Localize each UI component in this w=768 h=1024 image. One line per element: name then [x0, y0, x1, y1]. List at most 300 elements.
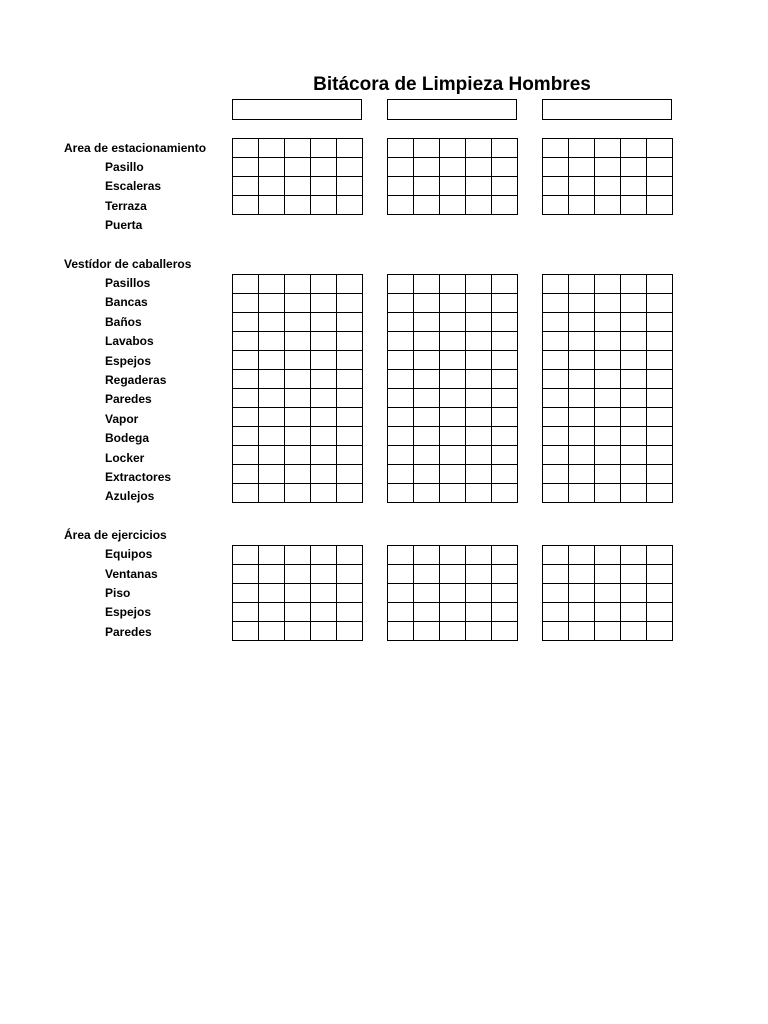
checkbox-cell[interactable] [414, 370, 439, 388]
checkbox-cell[interactable] [647, 408, 672, 426]
checkbox-cell[interactable] [595, 158, 620, 176]
checkbox-cell[interactable] [337, 603, 362, 621]
checkbox-cell[interactable] [569, 139, 594, 157]
checkbox-cell[interactable] [569, 584, 594, 602]
checkbox-cell[interactable] [492, 370, 517, 388]
checkbox-cell[interactable] [543, 370, 568, 388]
checkbox-cell[interactable] [414, 351, 439, 369]
checkbox-cell[interactable] [595, 196, 620, 214]
checkbox-cell[interactable] [543, 408, 568, 426]
checkbox-cell[interactable] [337, 427, 362, 445]
checkbox-cell[interactable] [285, 294, 310, 312]
checkbox-cell[interactable] [466, 484, 491, 502]
checkbox-cell[interactable] [466, 275, 491, 293]
checkbox-cell[interactable] [388, 465, 413, 483]
checkbox-cell[interactable] [466, 177, 491, 195]
checkbox-cell[interactable] [466, 332, 491, 350]
checkbox-cell[interactable] [647, 294, 672, 312]
checkbox-cell[interactable] [595, 177, 620, 195]
checkbox-cell[interactable] [492, 427, 517, 445]
checkbox-cell[interactable] [388, 313, 413, 331]
checkbox-cell[interactable] [285, 389, 310, 407]
checkbox-cell[interactable] [492, 332, 517, 350]
checkbox-cell[interactable] [595, 622, 620, 640]
checkbox-cell[interactable] [543, 446, 568, 464]
checkbox-cell[interactable] [414, 546, 439, 564]
checkbox-cell[interactable] [621, 603, 646, 621]
checkbox-cell[interactable] [311, 275, 336, 293]
checkbox-cell[interactable] [621, 546, 646, 564]
checkbox-cell[interactable] [388, 622, 413, 640]
checkbox-cell[interactable] [543, 389, 568, 407]
checkbox-cell[interactable] [337, 446, 362, 464]
checkbox-cell[interactable] [337, 196, 362, 214]
checkbox-cell[interactable] [647, 332, 672, 350]
checkbox-cell[interactable] [440, 196, 465, 214]
checkbox-cell[interactable] [621, 408, 646, 426]
checkbox-cell[interactable] [388, 332, 413, 350]
checkbox-cell[interactable] [337, 408, 362, 426]
checkbox-cell[interactable] [543, 332, 568, 350]
checkbox-cell[interactable] [285, 446, 310, 464]
checkbox-cell[interactable] [466, 546, 491, 564]
checkbox-cell[interactable] [569, 484, 594, 502]
checkbox-cell[interactable] [259, 351, 284, 369]
checkbox-cell[interactable] [647, 546, 672, 564]
checkbox-cell[interactable] [259, 313, 284, 331]
checkbox-cell[interactable] [285, 370, 310, 388]
checkbox-cell[interactable] [388, 370, 413, 388]
checkbox-cell[interactable] [569, 196, 594, 214]
checkbox-cell[interactable] [621, 584, 646, 602]
checkbox-cell[interactable] [440, 332, 465, 350]
checkbox-cell[interactable] [466, 351, 491, 369]
checkbox-cell[interactable] [647, 622, 672, 640]
checkbox-cell[interactable] [388, 408, 413, 426]
checkbox-cell[interactable] [595, 275, 620, 293]
checkbox-cell[interactable] [492, 622, 517, 640]
checkbox-cell[interactable] [285, 465, 310, 483]
checkbox-cell[interactable] [259, 484, 284, 502]
checkbox-cell[interactable] [569, 546, 594, 564]
checkbox-cell[interactable] [388, 294, 413, 312]
checkbox-cell[interactable] [647, 389, 672, 407]
checkbox-cell[interactable] [647, 351, 672, 369]
checkbox-cell[interactable] [388, 389, 413, 407]
checkbox-cell[interactable] [466, 139, 491, 157]
checkbox-cell[interactable] [647, 196, 672, 214]
checkbox-cell[interactable] [233, 313, 258, 331]
checkbox-cell[interactable] [259, 603, 284, 621]
checkbox-cell[interactable] [569, 177, 594, 195]
checkbox-cell[interactable] [259, 332, 284, 350]
checkbox-cell[interactable] [543, 158, 568, 176]
checkbox-cell[interactable] [647, 584, 672, 602]
checkbox-cell[interactable] [621, 484, 646, 502]
checkbox-cell[interactable] [337, 622, 362, 640]
checkbox-cell[interactable] [259, 158, 284, 176]
checkbox-cell[interactable] [543, 465, 568, 483]
checkbox-cell[interactable] [414, 177, 439, 195]
checkbox-cell[interactable] [621, 294, 646, 312]
checkbox-cell[interactable] [595, 408, 620, 426]
checkbox-cell[interactable] [311, 465, 336, 483]
checkbox-cell[interactable] [543, 603, 568, 621]
checkbox-cell[interactable] [337, 389, 362, 407]
checkbox-cell[interactable] [492, 603, 517, 621]
checkbox-cell[interactable] [543, 313, 568, 331]
checkbox-cell[interactable] [337, 565, 362, 583]
checkbox-cell[interactable] [492, 465, 517, 483]
checkbox-cell[interactable] [466, 408, 491, 426]
checkbox-cell[interactable] [440, 584, 465, 602]
checkbox-cell[interactable] [311, 622, 336, 640]
checkbox-cell[interactable] [621, 351, 646, 369]
checkbox-cell[interactable] [337, 370, 362, 388]
checkbox-cell[interactable] [595, 389, 620, 407]
checkbox-cell[interactable] [259, 465, 284, 483]
checkbox-cell[interactable] [414, 465, 439, 483]
checkbox-cell[interactable] [647, 565, 672, 583]
checkbox-cell[interactable] [647, 275, 672, 293]
checkbox-cell[interactable] [233, 446, 258, 464]
checkbox-cell[interactable] [647, 484, 672, 502]
checkbox-cell[interactable] [285, 427, 310, 445]
checkbox-cell[interactable] [285, 484, 310, 502]
checkbox-cell[interactable] [233, 370, 258, 388]
checkbox-cell[interactable] [466, 584, 491, 602]
checkbox-cell[interactable] [337, 313, 362, 331]
checkbox-cell[interactable] [466, 465, 491, 483]
checkbox-cell[interactable] [388, 275, 413, 293]
checkbox-cell[interactable] [414, 565, 439, 583]
checkbox-cell[interactable] [569, 622, 594, 640]
checkbox-cell[interactable] [440, 275, 465, 293]
checkbox-cell[interactable] [543, 139, 568, 157]
checkbox-cell[interactable] [647, 427, 672, 445]
checkbox-cell[interactable] [311, 294, 336, 312]
checkbox-cell[interactable] [466, 196, 491, 214]
checkbox-cell[interactable] [259, 389, 284, 407]
checkbox-cell[interactable] [311, 427, 336, 445]
checkbox-cell[interactable] [440, 139, 465, 157]
checkbox-cell[interactable] [233, 158, 258, 176]
checkbox-cell[interactable] [414, 427, 439, 445]
checkbox-cell[interactable] [311, 332, 336, 350]
checkbox-cell[interactable] [388, 565, 413, 583]
checkbox-cell[interactable] [233, 332, 258, 350]
checkbox-cell[interactable] [440, 158, 465, 176]
checkbox-cell[interactable] [569, 389, 594, 407]
checkbox-cell[interactable] [259, 177, 284, 195]
checkbox-cell[interactable] [595, 351, 620, 369]
checkbox-cell[interactable] [285, 565, 310, 583]
checkbox-cell[interactable] [414, 196, 439, 214]
checkbox-cell[interactable] [543, 484, 568, 502]
checkbox-cell[interactable] [621, 275, 646, 293]
checkbox-cell[interactable] [311, 389, 336, 407]
checkbox-cell[interactable] [233, 565, 258, 583]
checkbox-cell[interactable] [440, 427, 465, 445]
checkbox-cell[interactable] [414, 603, 439, 621]
checkbox-cell[interactable] [595, 584, 620, 602]
date-field-week-3[interactable] [542, 99, 672, 120]
checkbox-cell[interactable] [311, 565, 336, 583]
checkbox-cell[interactable] [337, 294, 362, 312]
checkbox-cell[interactable] [440, 603, 465, 621]
checkbox-cell[interactable] [466, 294, 491, 312]
checkbox-cell[interactable] [311, 584, 336, 602]
checkbox-cell[interactable] [414, 313, 439, 331]
checkbox-cell[interactable] [233, 294, 258, 312]
checkbox-cell[interactable] [311, 139, 336, 157]
checkbox-cell[interactable] [285, 408, 310, 426]
checkbox-cell[interactable] [569, 603, 594, 621]
checkbox-cell[interactable] [440, 313, 465, 331]
checkbox-cell[interactable] [595, 332, 620, 350]
checkbox-cell[interactable] [440, 351, 465, 369]
checkbox-cell[interactable] [285, 584, 310, 602]
checkbox-cell[interactable] [388, 584, 413, 602]
checkbox-cell[interactable] [337, 332, 362, 350]
checkbox-cell[interactable] [621, 158, 646, 176]
checkbox-cell[interactable] [492, 294, 517, 312]
checkbox-cell[interactable] [285, 158, 310, 176]
checkbox-cell[interactable] [647, 603, 672, 621]
checkbox-cell[interactable] [259, 408, 284, 426]
checkbox-cell[interactable] [388, 139, 413, 157]
checkbox-cell[interactable] [569, 370, 594, 388]
checkbox-cell[interactable] [337, 465, 362, 483]
checkbox-cell[interactable] [337, 484, 362, 502]
checkbox-cell[interactable] [492, 484, 517, 502]
checkbox-cell[interactable] [492, 158, 517, 176]
checkbox-cell[interactable] [285, 196, 310, 214]
checkbox-cell[interactable] [259, 370, 284, 388]
checkbox-cell[interactable] [492, 313, 517, 331]
checkbox-cell[interactable] [569, 158, 594, 176]
checkbox-cell[interactable] [414, 332, 439, 350]
checkbox-cell[interactable] [414, 408, 439, 426]
checkbox-cell[interactable] [259, 139, 284, 157]
checkbox-cell[interactable] [647, 446, 672, 464]
checkbox-cell[interactable] [595, 139, 620, 157]
checkbox-cell[interactable] [466, 603, 491, 621]
checkbox-cell[interactable] [440, 622, 465, 640]
checkbox-cell[interactable] [388, 603, 413, 621]
checkbox-cell[interactable] [647, 465, 672, 483]
checkbox-cell[interactable] [233, 389, 258, 407]
checkbox-cell[interactable] [621, 196, 646, 214]
checkbox-cell[interactable] [543, 351, 568, 369]
checkbox-cell[interactable] [388, 196, 413, 214]
checkbox-cell[interactable] [233, 177, 258, 195]
checkbox-cell[interactable] [492, 139, 517, 157]
checkbox-cell[interactable] [311, 603, 336, 621]
checkbox-cell[interactable] [466, 158, 491, 176]
checkbox-cell[interactable] [414, 389, 439, 407]
checkbox-cell[interactable] [337, 158, 362, 176]
checkbox-cell[interactable] [259, 546, 284, 564]
checkbox-cell[interactable] [311, 408, 336, 426]
checkbox-cell[interactable] [543, 196, 568, 214]
checkbox-cell[interactable] [337, 584, 362, 602]
checkbox-cell[interactable] [233, 465, 258, 483]
checkbox-cell[interactable] [492, 446, 517, 464]
checkbox-cell[interactable] [621, 313, 646, 331]
checkbox-cell[interactable] [285, 313, 310, 331]
checkbox-cell[interactable] [311, 446, 336, 464]
date-field-week-2[interactable] [387, 99, 517, 120]
checkbox-cell[interactable] [543, 275, 568, 293]
checkbox-cell[interactable] [647, 158, 672, 176]
checkbox-cell[interactable] [621, 332, 646, 350]
checkbox-cell[interactable] [388, 177, 413, 195]
checkbox-cell[interactable] [259, 622, 284, 640]
checkbox-cell[interactable] [414, 622, 439, 640]
checkbox-cell[interactable] [595, 370, 620, 388]
checkbox-cell[interactable] [595, 313, 620, 331]
checkbox-cell[interactable] [621, 565, 646, 583]
checkbox-cell[interactable] [337, 546, 362, 564]
checkbox-cell[interactable] [337, 139, 362, 157]
checkbox-cell[interactable] [233, 196, 258, 214]
checkbox-cell[interactable] [492, 546, 517, 564]
checkbox-cell[interactable] [595, 546, 620, 564]
checkbox-cell[interactable] [337, 351, 362, 369]
checkbox-cell[interactable] [440, 370, 465, 388]
checkbox-cell[interactable] [388, 427, 413, 445]
checkbox-cell[interactable] [414, 484, 439, 502]
checkbox-cell[interactable] [543, 177, 568, 195]
checkbox-cell[interactable] [621, 446, 646, 464]
checkbox-cell[interactable] [492, 351, 517, 369]
checkbox-cell[interactable] [388, 158, 413, 176]
checkbox-cell[interactable] [492, 389, 517, 407]
checkbox-cell[interactable] [595, 465, 620, 483]
checkbox-cell[interactable] [440, 484, 465, 502]
checkbox-cell[interactable] [543, 427, 568, 445]
checkbox-cell[interactable] [621, 370, 646, 388]
checkbox-cell[interactable] [466, 427, 491, 445]
checkbox-cell[interactable] [595, 484, 620, 502]
checkbox-cell[interactable] [233, 622, 258, 640]
checkbox-cell[interactable] [311, 196, 336, 214]
checkbox-cell[interactable] [466, 622, 491, 640]
checkbox-cell[interactable] [466, 446, 491, 464]
checkbox-cell[interactable] [621, 177, 646, 195]
checkbox-cell[interactable] [259, 427, 284, 445]
checkbox-cell[interactable] [543, 546, 568, 564]
checkbox-cell[interactable] [311, 546, 336, 564]
checkbox-cell[interactable] [621, 389, 646, 407]
checkbox-cell[interactable] [621, 139, 646, 157]
checkbox-cell[interactable] [569, 294, 594, 312]
checkbox-cell[interactable] [311, 370, 336, 388]
date-field-week-1[interactable] [232, 99, 362, 120]
checkbox-cell[interactable] [233, 275, 258, 293]
checkbox-cell[interactable] [569, 446, 594, 464]
checkbox-cell[interactable] [388, 351, 413, 369]
checkbox-cell[interactable] [311, 351, 336, 369]
checkbox-cell[interactable] [311, 313, 336, 331]
checkbox-cell[interactable] [595, 427, 620, 445]
checkbox-cell[interactable] [492, 275, 517, 293]
checkbox-cell[interactable] [259, 565, 284, 583]
checkbox-cell[interactable] [647, 370, 672, 388]
checkbox-cell[interactable] [595, 294, 620, 312]
checkbox-cell[interactable] [388, 546, 413, 564]
checkbox-cell[interactable] [388, 446, 413, 464]
checkbox-cell[interactable] [569, 313, 594, 331]
checkbox-cell[interactable] [233, 603, 258, 621]
checkbox-cell[interactable] [414, 584, 439, 602]
checkbox-cell[interactable] [285, 546, 310, 564]
checkbox-cell[interactable] [388, 484, 413, 502]
checkbox-cell[interactable] [259, 196, 284, 214]
checkbox-cell[interactable] [233, 427, 258, 445]
checkbox-cell[interactable] [595, 446, 620, 464]
checkbox-cell[interactable] [285, 351, 310, 369]
checkbox-cell[interactable] [543, 622, 568, 640]
checkbox-cell[interactable] [285, 177, 310, 195]
checkbox-cell[interactable] [492, 177, 517, 195]
checkbox-cell[interactable] [311, 158, 336, 176]
checkbox-cell[interactable] [569, 465, 594, 483]
checkbox-cell[interactable] [440, 546, 465, 564]
checkbox-cell[interactable] [647, 139, 672, 157]
checkbox-cell[interactable] [440, 465, 465, 483]
checkbox-cell[interactable] [621, 622, 646, 640]
checkbox-cell[interactable] [440, 446, 465, 464]
checkbox-cell[interactable] [285, 603, 310, 621]
checkbox-cell[interactable] [595, 565, 620, 583]
checkbox-cell[interactable] [311, 177, 336, 195]
checkbox-cell[interactable] [414, 275, 439, 293]
checkbox-cell[interactable] [259, 584, 284, 602]
checkbox-cell[interactable] [259, 446, 284, 464]
checkbox-cell[interactable] [233, 546, 258, 564]
checkbox-cell[interactable] [466, 370, 491, 388]
checkbox-cell[interactable] [543, 565, 568, 583]
checkbox-cell[interactable] [569, 408, 594, 426]
checkbox-cell[interactable] [569, 427, 594, 445]
checkbox-cell[interactable] [466, 389, 491, 407]
checkbox-cell[interactable] [285, 622, 310, 640]
checkbox-cell[interactable] [569, 565, 594, 583]
checkbox-cell[interactable] [285, 332, 310, 350]
checkbox-cell[interactable] [440, 294, 465, 312]
checkbox-cell[interactable] [233, 351, 258, 369]
checkbox-cell[interactable] [647, 313, 672, 331]
checkbox-cell[interactable] [337, 177, 362, 195]
checkbox-cell[interactable] [285, 139, 310, 157]
checkbox-cell[interactable] [233, 584, 258, 602]
checkbox-cell[interactable] [440, 565, 465, 583]
checkbox-cell[interactable] [414, 294, 439, 312]
checkbox-cell[interactable] [414, 158, 439, 176]
checkbox-cell[interactable] [233, 139, 258, 157]
checkbox-cell[interactable] [621, 427, 646, 445]
checkbox-cell[interactable] [337, 275, 362, 293]
checkbox-cell[interactable] [569, 351, 594, 369]
checkbox-cell[interactable] [543, 584, 568, 602]
checkbox-cell[interactable] [569, 275, 594, 293]
checkbox-cell[interactable] [492, 196, 517, 214]
checkbox-cell[interactable] [466, 565, 491, 583]
checkbox-cell[interactable] [440, 177, 465, 195]
checkbox-cell[interactable] [414, 446, 439, 464]
